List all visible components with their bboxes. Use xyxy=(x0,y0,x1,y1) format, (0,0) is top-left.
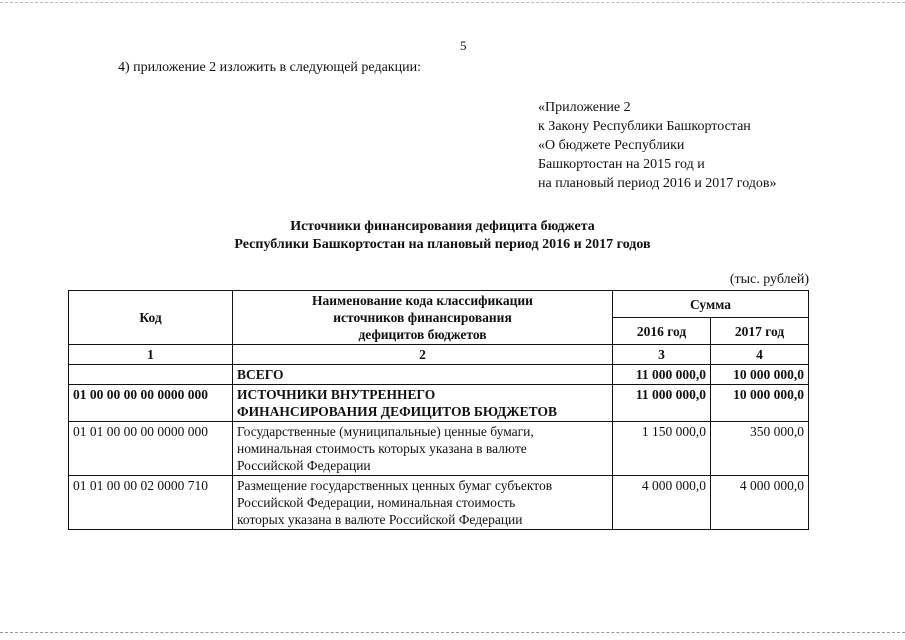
row-name-line: ИСТОЧНИКИ ВНУТРЕННЕГО xyxy=(237,387,436,402)
header-year-2017: 2017 год xyxy=(711,318,809,345)
column-index: 3 xyxy=(613,345,711,365)
header-name-line: источников финансирования xyxy=(333,310,512,325)
financing-sources-table xyxy=(68,290,809,530)
header-name-line: Наименование кода классификации xyxy=(312,293,533,308)
scan-edge-top xyxy=(0,2,905,3)
row-name xyxy=(233,385,613,422)
header-name xyxy=(233,291,613,345)
table-row xyxy=(69,385,809,422)
table-row xyxy=(69,476,809,530)
scan-edge-bottom xyxy=(0,632,905,633)
row-name xyxy=(233,422,613,476)
row-name-line: ФИНАНСИРОВАНИЯ ДЕФИЦИТОВ БЮДЖЕТОВ xyxy=(237,404,557,419)
row-name-line: ВСЕГО xyxy=(237,367,284,382)
row-name-line: Размещение государственных ценных бумаг субъектов xyxy=(237,478,553,493)
appendix-ref-line: «Приложение 2 xyxy=(538,100,631,115)
title-line-2: Республики Башкортостан на плановый период 2016 и 2017 годов xyxy=(234,237,651,252)
row-code: 01 00 00 00 00 0000 000 xyxy=(69,385,233,422)
header-code: Код xyxy=(69,291,233,345)
row-code: 01 01 00 00 00 0000 000 xyxy=(69,422,233,476)
title-line-1: Источники финансирования дефицита бюджета xyxy=(290,219,595,234)
appendix-ref-line: «О бюджете Республики xyxy=(538,138,685,153)
row-amount-2017: 4 000 000,0 xyxy=(711,476,809,530)
row-name-line: Государственные (муниципальные) ценные бумаги, xyxy=(237,424,534,439)
row-amount-2016: 4 000 000,0 xyxy=(613,476,711,530)
row-amount-2017: 10 000 000,0 xyxy=(711,365,809,385)
row-amount-2017: 10 000 000,0 xyxy=(711,385,809,422)
header-sum: Сумма xyxy=(613,291,809,318)
row-name-line: которых указана в валюте Российской Федерации xyxy=(237,512,523,527)
column-index: 4 xyxy=(711,345,809,365)
row-name-line: Российской Федерации, номинальная стоимость xyxy=(237,495,516,510)
units-label: (тыс. рублей) xyxy=(729,272,809,287)
page-number: 5 xyxy=(460,38,467,53)
intro-text: 4) приложение 2 изложить в следующей редакции: xyxy=(118,60,421,75)
row-name xyxy=(233,476,613,530)
appendix-reference xyxy=(538,98,777,193)
appendix-ref-line: Башкортостан на 2015 год и xyxy=(538,157,705,172)
row-code: 01 01 00 00 02 0000 710 xyxy=(69,476,233,530)
row-name-line: номинальная стоимость которых указана в валюте xyxy=(237,441,527,456)
header-name-line: дефицитов бюджетов xyxy=(358,327,487,342)
row-amount-2017: 350 000,0 xyxy=(711,422,809,476)
row-amount-2016: 11 000 000,0 xyxy=(613,365,711,385)
row-name xyxy=(233,365,613,385)
appendix-ref-line: к Закону Республики Башкортостан xyxy=(538,119,751,134)
row-amount-2016: 11 000 000,0 xyxy=(613,385,711,422)
row-amount-2016: 1 150 000,0 xyxy=(613,422,711,476)
column-index-row xyxy=(69,345,809,365)
appendix-ref-line: на плановый период 2016 и 2017 годов» xyxy=(538,176,777,191)
header-year-2016: 2016 год xyxy=(613,318,711,345)
column-index: 2 xyxy=(233,345,613,365)
table-row xyxy=(69,422,809,476)
table-header-row xyxy=(69,291,809,318)
row-name-line: Российской Федерации xyxy=(237,458,371,473)
row-code xyxy=(69,365,233,385)
column-index: 1 xyxy=(69,345,233,365)
table-row-total xyxy=(69,365,809,385)
document-title xyxy=(180,218,705,254)
